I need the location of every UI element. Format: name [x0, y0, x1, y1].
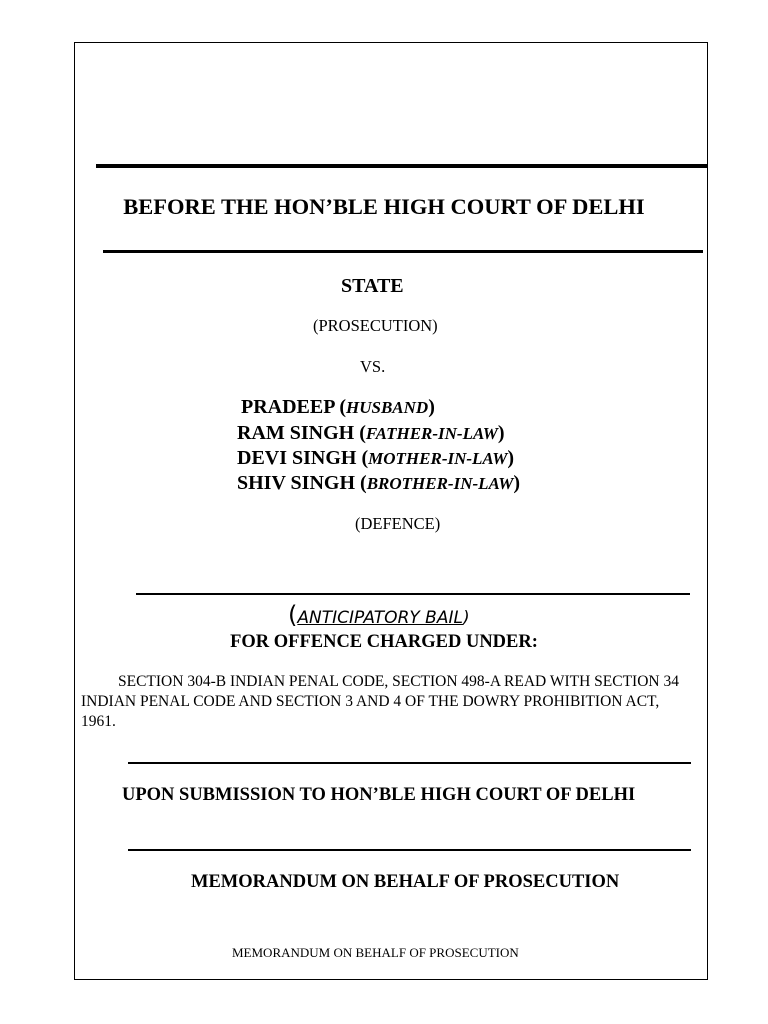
page-border — [74, 42, 708, 980]
defendant-role: BROTHER-IN-LAW — [366, 474, 514, 493]
memorandum-rule — [128, 849, 691, 851]
heading-underline-rule — [103, 250, 703, 253]
offence-heading: FOR OFFENCE CHARGED UNDER: — [230, 632, 538, 652]
bail-type: ANTICIPATORY BAIL — [297, 608, 463, 628]
defendant-name: RAM SINGH — [237, 422, 355, 444]
versus-label: VS. — [360, 357, 386, 376]
defendant-name: DEVI SINGH — [237, 447, 357, 469]
memorandum-heading: MEMORANDUM ON BEHALF OF PROSECUTION — [191, 872, 620, 892]
defendant-devi-singh: DEVI SINGH (MOTHER-IN-LAW) — [237, 447, 514, 469]
bail-rule — [136, 593, 690, 595]
defendant-pradeep: PRADEEP (HUSBAND) — [241, 396, 435, 418]
submission-heading: UPON SUBMISSION TO HON’BLE HIGH COURT OF DELHI — [122, 785, 636, 805]
prosecution-name: STATE — [341, 275, 404, 297]
defendant-role: MOTHER-IN-LAW — [368, 449, 508, 468]
defendant-shiv-singh: SHIV SINGH (BROTHER-IN-LAW) — [237, 472, 521, 494]
submission-rule — [128, 762, 691, 764]
section-text: SECTION 304-B INDIAN PENAL CODE, SECTION 498-A READ WITH SECTION 34 INDIAN PENAL CODE AND SECTION 3 AND 4 OF THE DOWRY PROHIBITION ACT, 1961. — [81, 673, 679, 730]
court-heading: BEFORE THE HON’BLE HIGH COURT OF DELHI — [123, 194, 645, 219]
bail-open-paren: ( — [288, 601, 298, 629]
prosecution-label: (PROSECUTION) — [313, 316, 438, 335]
defendant-role: FATHER-IN-LAW — [365, 424, 498, 443]
defence-label: (DEFENCE) — [355, 514, 441, 533]
defendant-name: SHIV SINGH — [237, 472, 356, 494]
page-footer: MEMORANDUM ON BEHALF OF PROSECUTION — [232, 945, 519, 960]
defendant-role: HUSBAND — [346, 398, 429, 417]
bail-close-paren: ) — [462, 608, 470, 628]
defendant-ram-singh: RAM SINGH (FATHER-IN-LAW) — [237, 422, 505, 444]
top-rule — [96, 164, 708, 168]
bail-type-line — [288, 601, 470, 629]
defendant-name: PRADEEP — [241, 396, 335, 418]
